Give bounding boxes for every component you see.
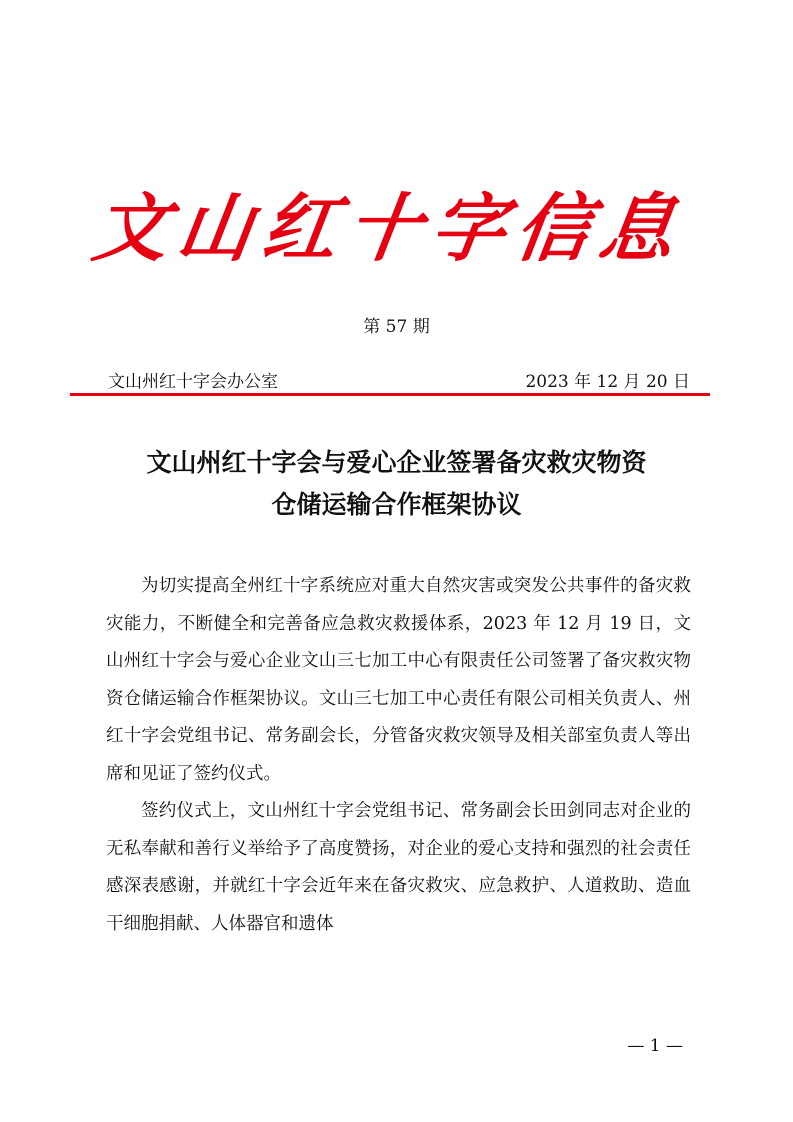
masthead-char: 字 <box>425 186 512 272</box>
article-title <box>60 442 733 526</box>
meta-row <box>108 367 690 391</box>
page-number: — 1 — <box>627 1036 683 1056</box>
masthead-char: 山 <box>172 186 259 272</box>
body-paragraph: 为切实提高全州红十字系统应对重大自然灾害或突发公共事件的备灾救灾能力，不断健全和完善备应急救灾救援体系，2023 年 12 月 19 日，文山州红十字会与爱心企业文山三七加工中心有限责任公司签署了备灾救灾物资仓储运输合作框架协议。文山三七加工中心责任有限公司相关负责人、州红十字会党组书记、常务副会长，分管备灾救灾领导及相关部室负责人等出席和见证了签约仪式。 <box>106 576 691 784</box>
body-paragraph: 签约仪式上，文山州红十字会党组书记、常务副会长田剑同志对企业的无私奉献和善行义举给予了高度赞扬，对企业的爱心支持和强烈的社会责任感深表感谢，并就红十字会近年来在备灾救灾、应急救护、人道救助、造血干细胞捐献、人体器官和遗体 <box>106 801 691 934</box>
masthead-title <box>88 178 681 272</box>
masthead-char: 息 <box>594 186 681 272</box>
article-body <box>106 568 691 943</box>
masthead-char: 红 <box>256 186 343 272</box>
issuer: 文山州红十字会办公室 <box>108 372 278 392</box>
masthead-char: 信 <box>509 186 596 272</box>
title-line: 仓储运输合作框架协议 <box>271 490 522 519</box>
title-line: 文山州红十字会与爱心企业签署备灾救灾物资 <box>146 448 647 477</box>
masthead-char: 十 <box>341 186 428 272</box>
masthead-char: 文 <box>88 186 175 272</box>
issue-date: 2023 年 12 月 20 日 <box>525 372 690 392</box>
red-divider <box>70 393 710 396</box>
issue-number: 第 57 期 <box>363 317 430 337</box>
